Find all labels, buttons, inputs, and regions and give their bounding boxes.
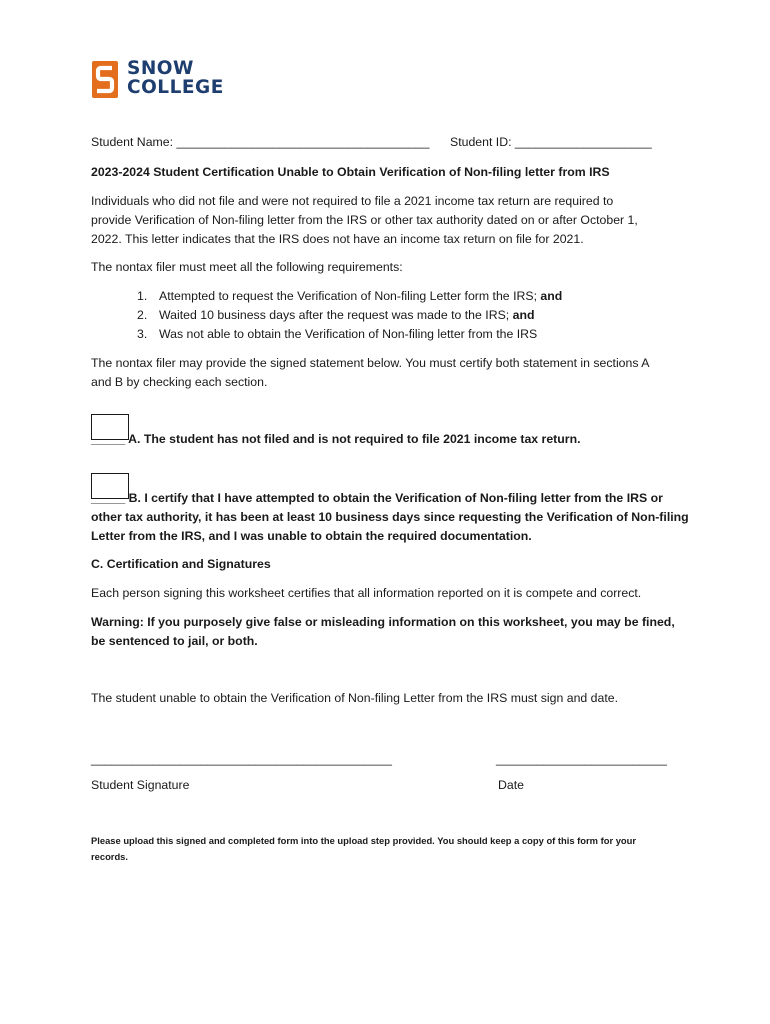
intro-paragraph (91, 192, 638, 249)
section-b-line: B. I certify that I have attempted to obtain the Verification of Non-filing letter from the IRS or (128, 491, 663, 505)
certify-text: Each person signing this worksheet certifies that all information reported on it is compete and correct. (91, 586, 642, 600)
requirements-list (137, 287, 562, 344)
student-signature-line[interactable]: ____________________________________________ (91, 752, 392, 766)
warning-text (91, 613, 675, 651)
footer-line: records. (91, 851, 128, 862)
section-b-blank: _____ (91, 491, 126, 505)
logo-line-2: COLLEGE (127, 77, 224, 98)
form-title: 2023-2024 Student Certification Unable to Obtain Verification of Non-filing letter from IRS (91, 165, 610, 179)
list-item (137, 325, 562, 344)
list-number: 3. (137, 327, 148, 341)
logo-wordmark (127, 59, 224, 97)
requirements-intro: The nontax filer must meet all the following requirements: (91, 260, 403, 274)
section-a-text: A. The student has not filed and is not required to file 2021 income tax return. (128, 432, 581, 446)
list-suffix: and (509, 308, 535, 322)
footer-line: Please upload this signed and completed form into the upload step provided. You should keep a copy of this form for your (91, 835, 637, 846)
section-c-heading: C. Certification and Signatures (91, 557, 271, 571)
list-suffix: and (536, 289, 563, 303)
snow-college-s-logo-icon (92, 61, 118, 98)
list-number: 2. (137, 308, 148, 322)
date-label: Date (498, 778, 524, 792)
intro-line: 2022. This letter indicates that the IRS does not have an income tax return on file for 2021. (91, 232, 584, 246)
section-a-statement (91, 430, 581, 449)
date-line[interactable]: _________________________ (496, 752, 667, 766)
logo-line-1: SNOW (127, 58, 194, 79)
student-signature-label: Student Signature (91, 778, 190, 792)
student-name-field[interactable]: Student Name: _____________________________________ (91, 135, 430, 149)
intro-line: Individuals who did not file and were not required to file a 2021 income tax return are required to (91, 194, 614, 208)
list-item (137, 287, 562, 306)
section-b-line: other tax authority, it has been at least 10 business days since requesting the Verification of Non-filing (91, 510, 689, 524)
sign-instruction: The student unable to obtain the Verification of Non-filing Letter from the IRS must sign and date. (91, 691, 619, 705)
section-b-line: Letter from the IRS, and I was unable to obtain the required documentation. (91, 529, 532, 543)
list-text: Was not able to obtain the Verification of Non-filing letter from the IRS (159, 327, 538, 341)
list-number: 1. (137, 289, 148, 303)
section-a-blank: _____ (91, 432, 126, 446)
student-id-field[interactable]: Student ID: ____________________ (450, 135, 652, 149)
snow-college-logo (92, 58, 232, 101)
statement-line: The nontax filer may provide the signed statement below. You must certify both statement in sections A (91, 356, 650, 370)
section-b-statement (91, 489, 689, 546)
list-text: Attempted to request the Verification of Non-filing Letter form the IRS; (159, 289, 537, 303)
list-item (137, 306, 562, 325)
footer-note (91, 833, 636, 865)
warning-line: be sentenced to jail, or both. (91, 634, 258, 648)
statement-intro (91, 354, 649, 392)
warning-line: Warning: If you purposely give false or misleading information on this worksheet, you may be fined, (91, 615, 675, 629)
statement-line: and B by checking each section. (91, 375, 268, 389)
intro-line: provide Verification of Non-filing letter from the IRS or other tax authority dated on or after October 1, (91, 213, 638, 227)
list-text: Waited 10 business days after the request was made to the IRS; (159, 308, 510, 322)
